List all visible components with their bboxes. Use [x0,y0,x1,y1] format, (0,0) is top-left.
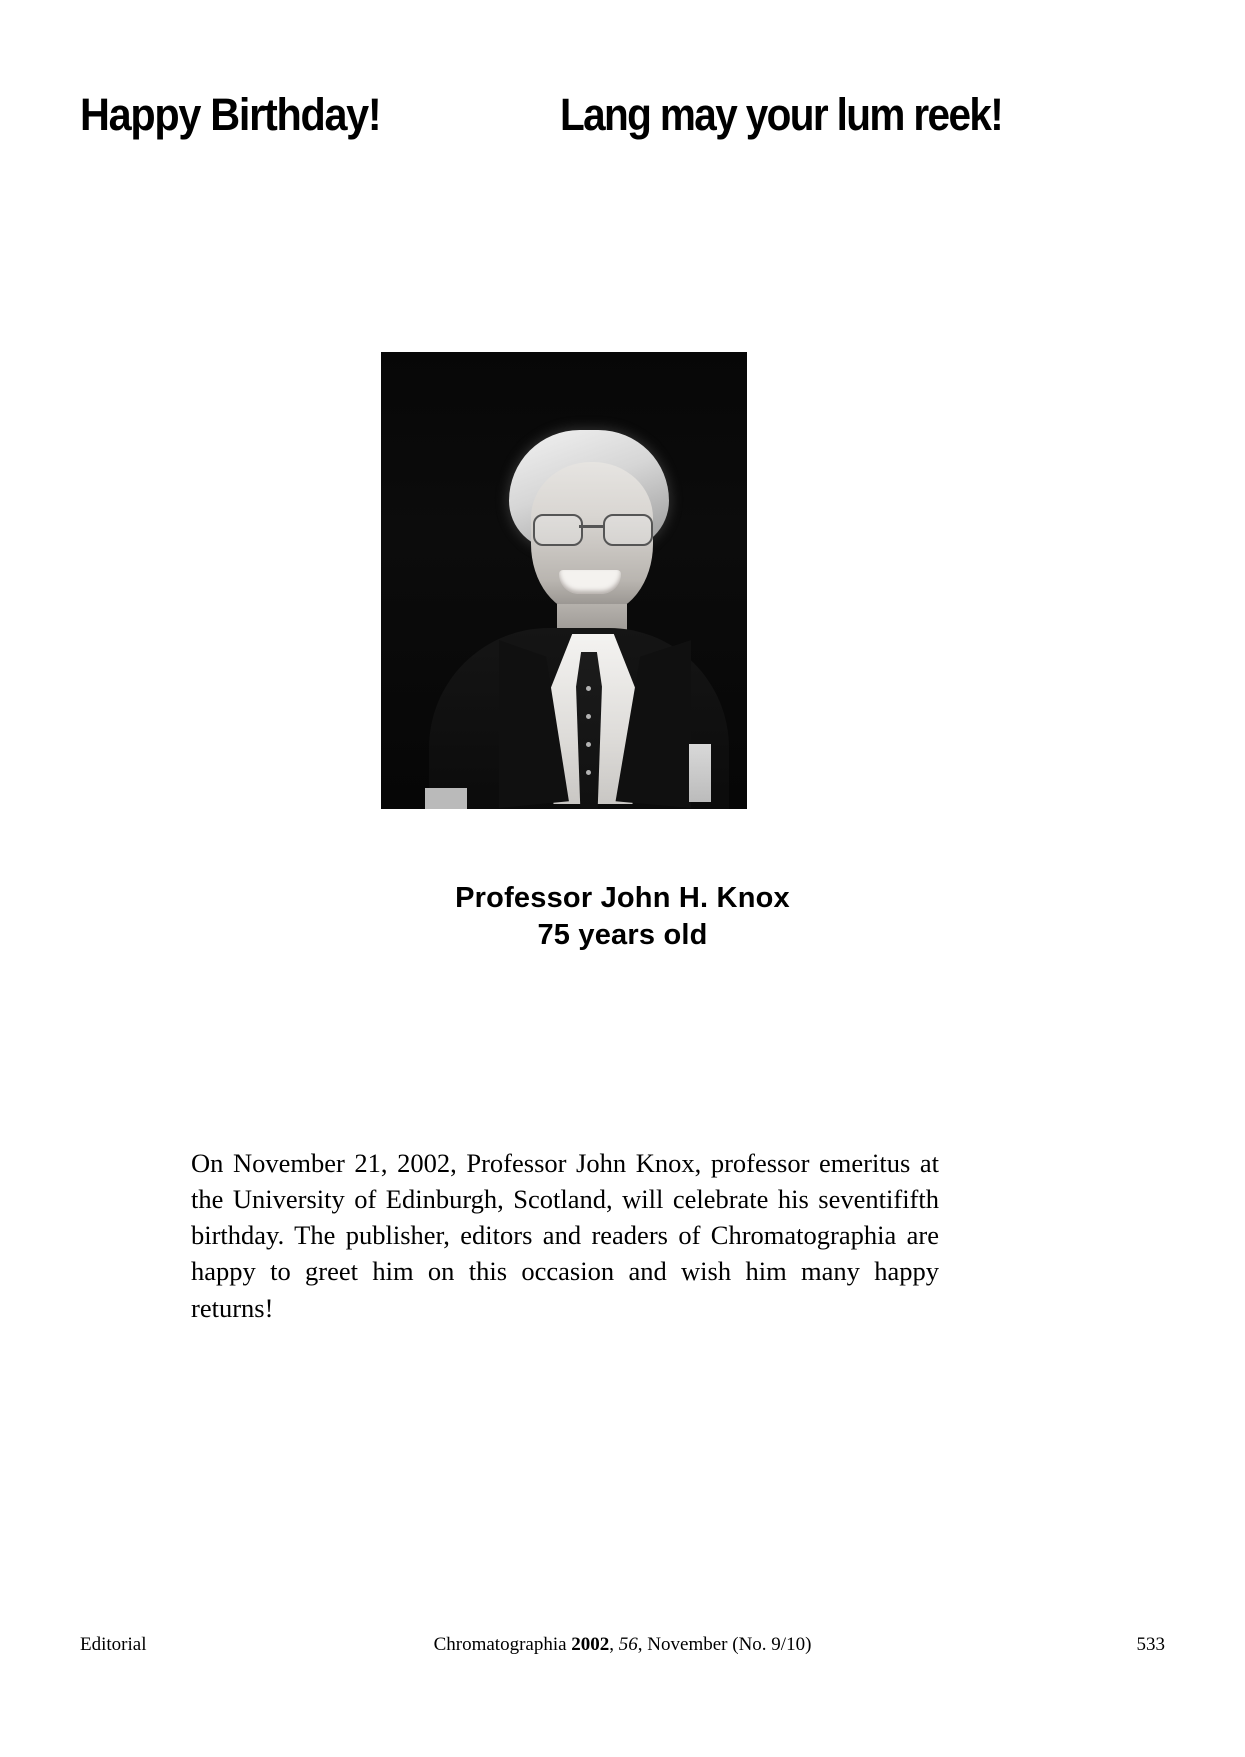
footer-year: 2002 [571,1634,610,1655]
portrait-highlight [425,788,467,809]
portrait-pocket-badge [689,744,711,802]
tie-dot [586,686,591,691]
header-title-left: Happy Birthday! [80,89,381,140]
caption-name: Professor John H. Knox [455,882,790,914]
header-title-right: Lang may your lum reek! [560,89,1003,140]
page-footer [80,1634,1165,1656]
tie-dot [586,742,591,747]
footer-journal-name: Chromatographia [433,1634,567,1655]
footer-section: Editorial [80,1634,147,1655]
portrait-photo-image [381,352,747,809]
footer-volume: 56 [618,1634,638,1655]
body-paragraph: On November 21, 2002, Professor John Knox, professor emeritus at the University of Edinburgh, Scotland, will celebrate his seventififth birthday. The publisher, editors and readers of Chromatographia are happy to greet him on this occasion and wish him many happy returns! [191,1147,939,1323]
tie-dot [586,770,591,775]
portrait-smile [559,570,621,594]
photo-caption [0,880,1245,954]
footer-citation [380,1634,865,1656]
caption-age: 75 years old [537,919,708,952]
footer-separator: , [609,1634,619,1655]
tie-dot [586,714,591,719]
footer-page-number: 533 [1136,1634,1165,1655]
portrait-glasses-left [533,514,583,546]
footer-issue: , November (No. 9/10) [637,1634,812,1655]
portrait-glasses-right [603,514,653,546]
portrait-photo [381,352,747,809]
page-header [80,89,1165,140]
portrait-glasses-bridge [579,525,603,528]
